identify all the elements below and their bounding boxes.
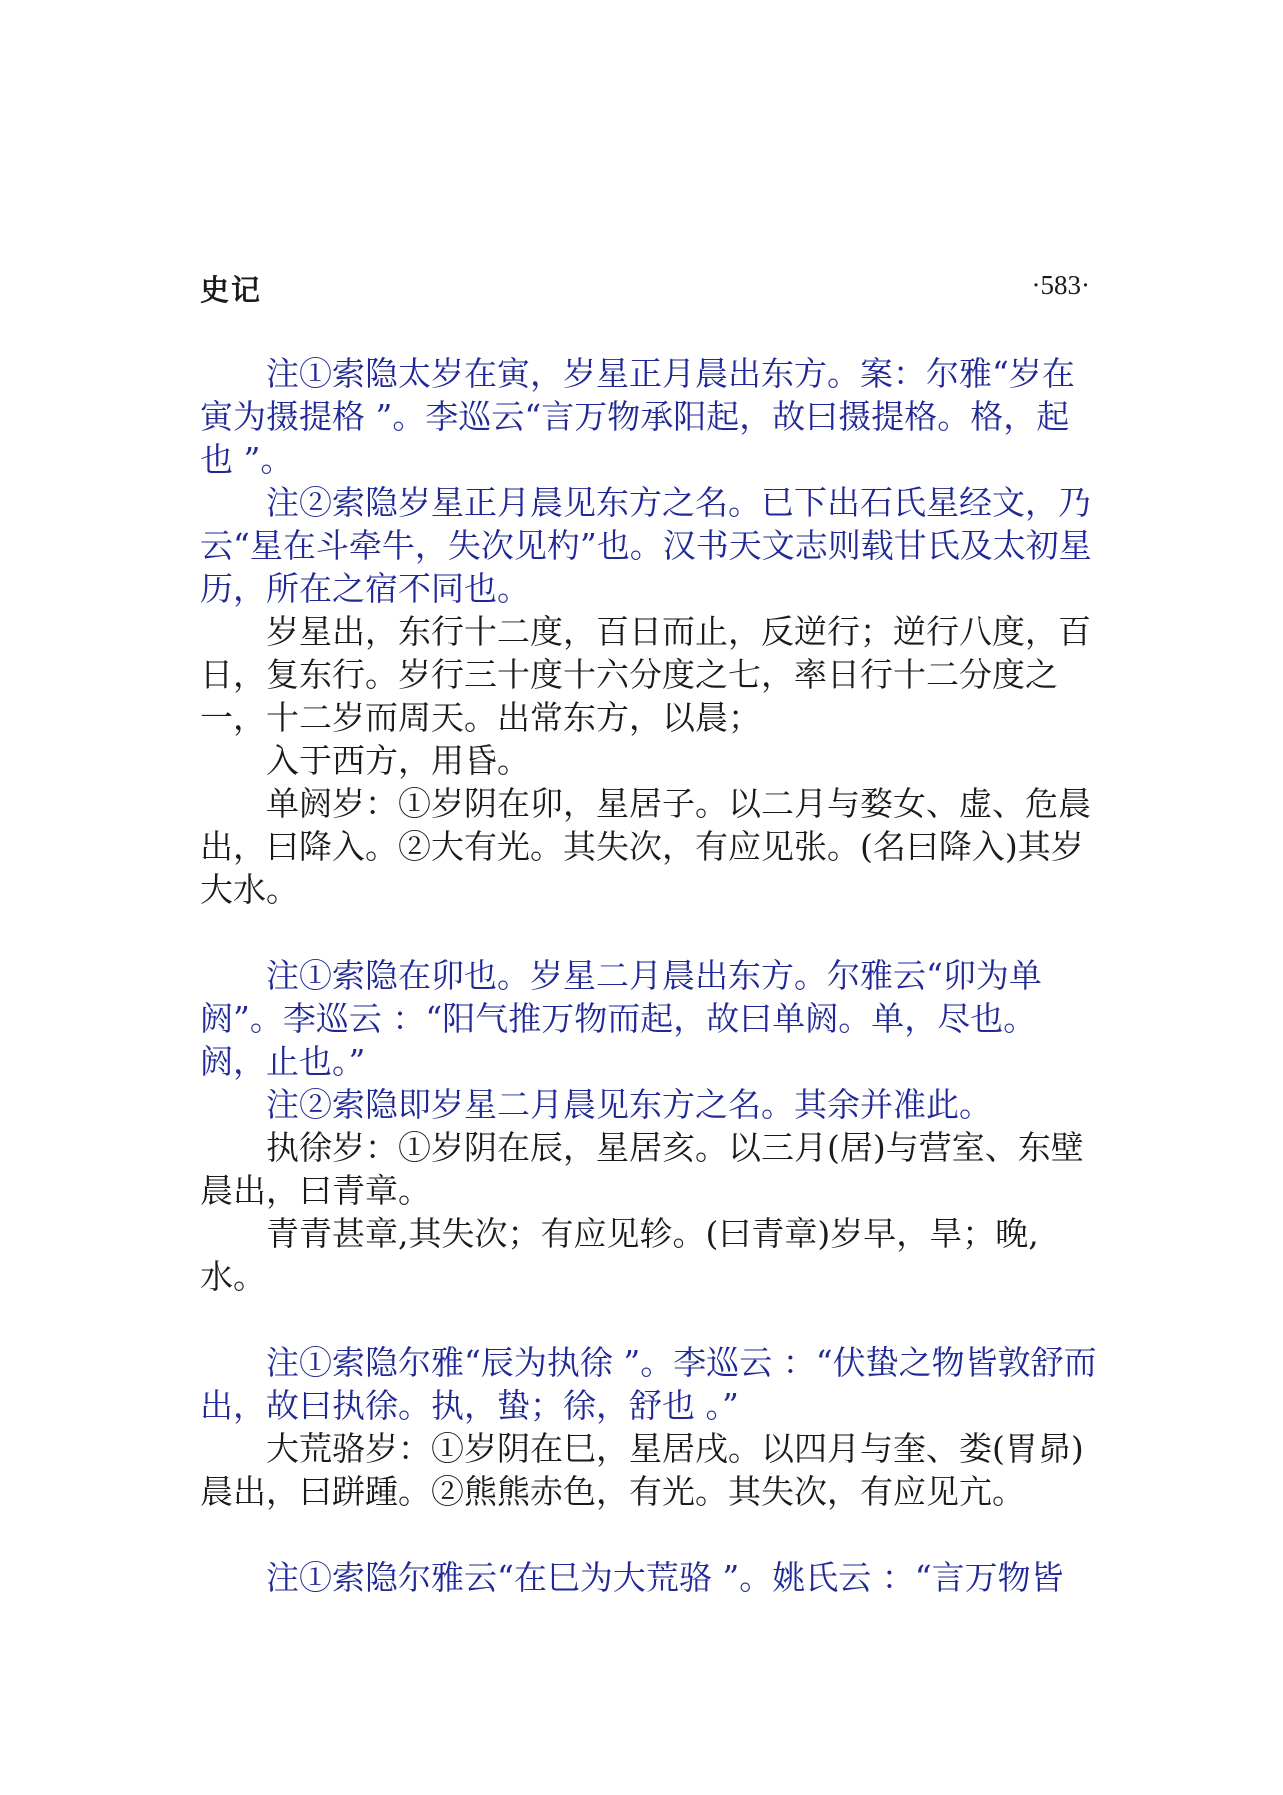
annotation-paragraph: 注②索隐即岁星二月晨见东方之名。其余并准此。 (266, 1085, 992, 1124)
annotation-paragraph: 注①索隐尔雅“辰为执徐 ”。李巡云 ：“伏蛰之物皆敦舒而出，故曰执徐。执，蛰；徐，舒也 。” (200, 1343, 1097, 1425)
text-paragraph: 单阏岁：①岁阴在卯，星居子。以二月与婺女、虚、危晨出，曰降入。②大有光。其失次，有应见张。(名曰降入)其岁大水。 (200, 784, 1091, 909)
page-number: ·583· (1031, 270, 1090, 300)
text-paragraph: 青青甚章,其失次；有应见轸。(曰青章)岁早，旱；晚,水。 (200, 1214, 1039, 1296)
book-title: 史记 (200, 273, 263, 307)
annotation-paragraph: 注②索隐岁星正月晨见东方之名。已下出石氏星经文，乃云“星在斗牵牛，失次见杓”也。汉书天文志则载甘氏及太初星历，所在之宿不同也。 (200, 483, 1092, 608)
body-text (200, 352, 1098, 1599)
annotation-paragraph: 注①索隐太岁在寅，岁星正月晨出东方。案：尔雅“岁在寅为摄提格 ”。李巡云“言万物承阳起，故曰摄提格。格，起也 ”。 (200, 354, 1075, 479)
text-paragraph: 入于西方，用昏。 (266, 741, 530, 780)
text-paragraph: 执徐岁：①岁阴在辰，星居亥。以三月(居)与营室、东壁晨出，曰青章。 (200, 1128, 1084, 1210)
text-paragraph: 大荒骆岁：①岁阴在巳，星居戌。以四月与奎、娄(胃昴)晨出，曰跰踵。②熊熊赤色，有光。其失次，有应见亢。 (200, 1429, 1084, 1511)
page-header (200, 268, 1090, 308)
annotation-paragraph: 注①索隐在卯也。岁星二月晨出东方。尔雅云“卯为单阏”。李巡云 ：“阳气推万物而起，故曰单阏。单，尽也。阏，止也。” (200, 956, 1042, 1081)
text-paragraph: 岁星出，东行十二度，百日而止，反逆行；逆行八度，百日，复东行。岁行三十度十六分度之七，率日行十二分度之一，十二岁而周天。出常东方，以晨； (200, 612, 1091, 737)
annotation-paragraph: 注①索隐尔雅云“在巳为大荒骆 ”。姚氏云 ：“言万物皆 (266, 1558, 1064, 1597)
